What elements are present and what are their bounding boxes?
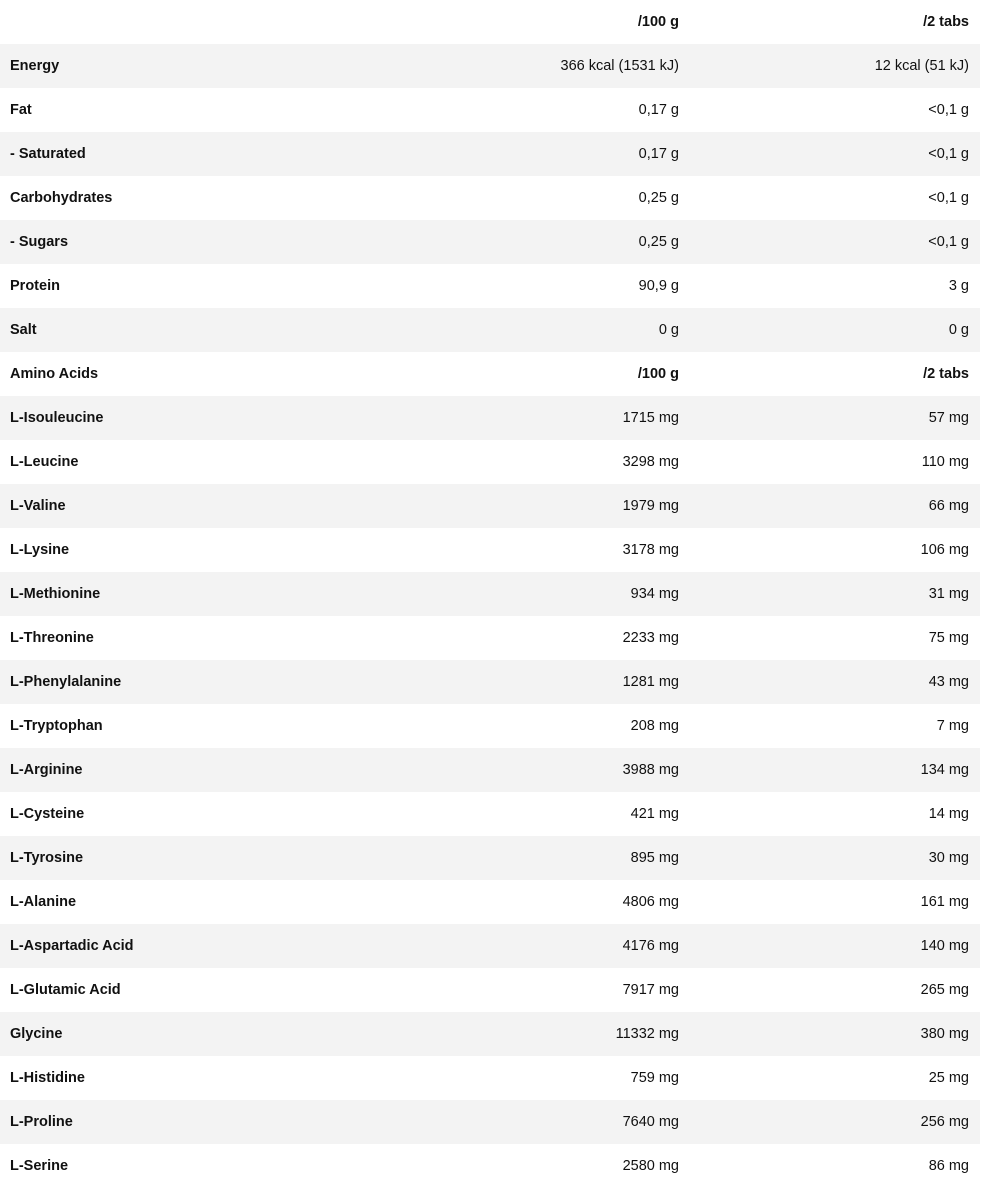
name-cell: Fat: [10, 102, 32, 118]
per-2tabs-cell: 106 mg: [920, 542, 969, 558]
name-cell: - Sugars: [10, 234, 69, 250]
per-100g-cell: 3298 mg: [622, 454, 679, 470]
per-100g-cell: 934 mg: [630, 586, 679, 602]
per-2tabs-cell: 31 mg: [928, 586, 969, 602]
per-100g-cell: 90,9 g: [638, 278, 679, 294]
name-cell: Salt: [10, 322, 37, 338]
name-cell: L-Alanine: [10, 894, 77, 910]
per-2tabs-cell: 86 mg: [928, 1158, 969, 1174]
per-100g-cell: 0,25 g: [638, 190, 679, 206]
name-cell: L-Glutamic Acid: [10, 982, 121, 998]
per-2tabs-cell: <0,1 g: [928, 190, 969, 206]
per-100g-cell: 0,17 g: [638, 102, 679, 118]
nutrient-row: [0, 176, 980, 220]
per-100g-cell: 4176 mg: [622, 938, 679, 954]
per-2tabs-cell: 134 mg: [920, 762, 969, 778]
name-cell: L-Tyrosine: [10, 850, 84, 866]
per-2tabs-cell: 161 mg: [920, 894, 969, 910]
per-100g-cell: 2233 mg: [622, 630, 679, 646]
per-2tabs-cell: 0 g: [948, 322, 969, 338]
per-2tabs-cell: <0,1 g: [928, 102, 969, 118]
per-100g-cell: 11332 mg: [615, 1026, 679, 1042]
per-100g-cell: 3178 mg: [622, 542, 679, 558]
amino-acid-row: [0, 1056, 980, 1100]
name-cell: L-Serine: [10, 1158, 69, 1174]
amino-acid-row: [0, 528, 980, 572]
amino-acid-row: [0, 484, 980, 528]
name-cell: L-Phenylalanine: [10, 674, 122, 690]
nutrient-row: [0, 220, 980, 264]
amino-acid-row: [0, 748, 980, 792]
per-100g-cell: 366 kcal (1531 kJ): [560, 58, 679, 74]
name-cell: L-Leucine: [10, 454, 79, 470]
per-2tabs-cell: 66 mg: [928, 498, 969, 514]
amino-acid-row: [0, 616, 980, 660]
name-cell: Glycine: [10, 1026, 63, 1042]
nutrient-row: [0, 132, 980, 176]
per-100g-cell: 7640 mg: [622, 1114, 679, 1130]
amino-acid-row: [0, 704, 980, 748]
per-100g-cell: 1281 mg: [622, 674, 679, 690]
amino-acid-row: [0, 396, 980, 440]
per-2tabs-cell: 380 mg: [920, 1026, 969, 1042]
per-100g-cell: 208 mg: [630, 718, 679, 734]
per-2tabs-cell: 3 g: [948, 278, 969, 294]
per-100g-cell: 759 mg: [630, 1070, 679, 1086]
per-2tabs-cell: 7 mg: [936, 718, 969, 734]
name-cell: L-Tryptophan: [10, 718, 103, 734]
name-cell: L-Methionine: [10, 586, 101, 602]
header-per-2tabs-cell: /2 tabs: [923, 14, 969, 30]
amino-acid-row: [0, 880, 980, 924]
per-2tabs-cell: 110 mg: [921, 454, 969, 470]
name-cell: - Saturated: [10, 146, 86, 162]
name-cell: L-Cysteine: [10, 806, 85, 822]
header-name-cell: [0, 0, 400, 44]
per-100g-cell: 0 g: [658, 322, 679, 338]
header-per-100g-cell: /100 g: [637, 14, 679, 30]
nutrient-row: [0, 264, 980, 308]
per-2tabs-cell: 265 mg: [920, 982, 969, 998]
amino-acids-header-row: [0, 352, 980, 396]
per-2tabs-cell: 30 mg: [928, 850, 969, 866]
name-cell: Amino Acids: [10, 366, 99, 382]
name-cell: L-Valine: [10, 498, 66, 514]
per-2tabs-cell: 12 kcal (51 kJ): [874, 58, 969, 74]
per-2tabs-cell: 57 mg: [928, 410, 969, 426]
name-cell: Protein: [10, 278, 60, 294]
per-100g-cell: 7917 mg: [622, 982, 679, 998]
name-cell: L-Proline: [10, 1114, 73, 1130]
amino-acid-row: [0, 1012, 980, 1056]
name-cell: L-Aspartadic Acid: [10, 938, 134, 954]
amino-acid-row: [0, 1100, 980, 1144]
name-cell: L-Threonine: [10, 630, 94, 646]
per-2tabs-cell: 140 mg: [920, 938, 969, 954]
per-100g-cell: 0,17 g: [638, 146, 679, 162]
amino-acid-row: [0, 924, 980, 968]
per-100g-cell: 421 mg: [630, 806, 679, 822]
per-100g-cell: /100 g: [637, 366, 679, 382]
amino-acid-row: [0, 1144, 980, 1188]
amino-acid-row: [0, 660, 980, 704]
per-2tabs-cell: <0,1 g: [928, 234, 969, 250]
per-2tabs-cell: 14 mg: [928, 806, 969, 822]
per-2tabs-cell: 43 mg: [928, 674, 969, 690]
per-100g-cell: 0,25 g: [638, 234, 679, 250]
amino-acid-row: [0, 836, 980, 880]
name-cell: Carbohydrates: [10, 190, 113, 206]
per-100g-cell: 895 mg: [630, 850, 679, 866]
per-100g-cell: 2580 mg: [622, 1158, 679, 1174]
name-cell: L-Isouleucine: [10, 410, 104, 426]
per-100g-cell: 3988 mg: [622, 762, 679, 778]
amino-acid-row: [0, 440, 980, 484]
amino-acid-row: [0, 572, 980, 616]
nutrient-row: [0, 88, 980, 132]
amino-acid-row: [0, 792, 980, 836]
per-2tabs-cell: 256 mg: [920, 1114, 969, 1130]
per-2tabs-cell: 75 mg: [928, 630, 969, 646]
name-cell: L-Arginine: [10, 762, 83, 778]
name-cell: L-Histidine: [10, 1070, 85, 1086]
per-2tabs-cell: /2 tabs: [923, 366, 969, 382]
per-100g-cell: 4806 mg: [622, 894, 679, 910]
nutrient-row: [0, 308, 980, 352]
amino-acid-row: [0, 968, 980, 1012]
per-100g-cell: 1715 mg: [622, 410, 679, 426]
per-2tabs-cell: 25 mg: [928, 1070, 969, 1086]
per-2tabs-cell: <0,1 g: [928, 146, 969, 162]
nutrient-row: [0, 44, 980, 88]
name-cell: Energy: [10, 58, 60, 74]
table-header-row: [0, 0, 980, 44]
per-100g-cell: 1979 mg: [622, 498, 679, 514]
name-cell: L-Lysine: [10, 542, 70, 558]
